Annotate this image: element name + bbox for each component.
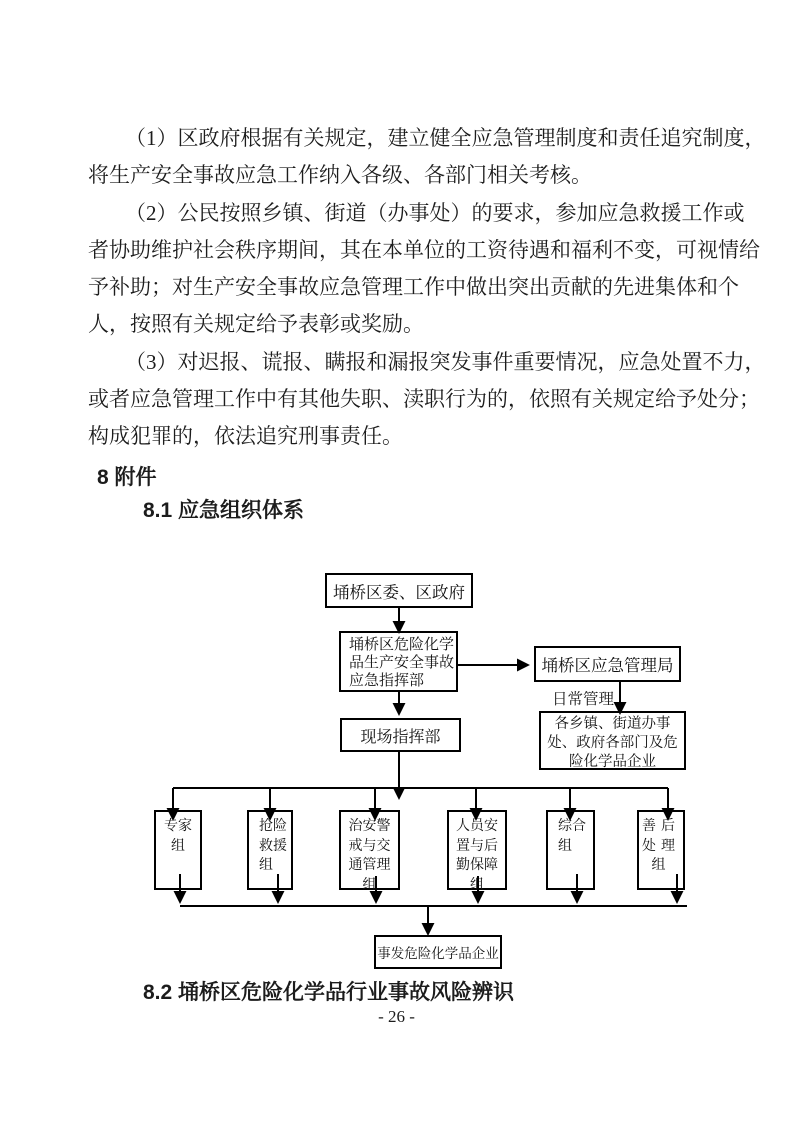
paragraph-line: （3）对迟报、谎报、瞒报和漏报突发事件重要情况，应急处置不力， bbox=[125, 349, 766, 374]
org-box-line: 埇桥区危险化学 bbox=[349, 637, 455, 653]
org-box-line: 抢险 bbox=[259, 819, 287, 834]
org-box-line: 治安警 bbox=[348, 819, 391, 834]
heading-8-1-emergency-org-system: 8.1 应急组织体系 bbox=[143, 499, 305, 522]
org-box-line: 善后 bbox=[642, 819, 680, 834]
heading-8-attachments: 8 附件 bbox=[97, 466, 157, 489]
paragraph-line: 或者应急管理工作中有其他失职、渎职行为的，依照有关规定给予处分； bbox=[88, 387, 760, 412]
org-box-townships-departments-enterprises bbox=[539, 711, 686, 770]
org-box-security-traffic-group bbox=[339, 810, 400, 894]
org-box-line: 组 bbox=[558, 838, 572, 854]
paragraph-line: 构成犯罪的，依法追究刑事责任。 bbox=[88, 424, 403, 449]
org-box-aftermath-group bbox=[637, 810, 685, 890]
org-box-line: 人员安 bbox=[456, 819, 498, 834]
paragraph-line: 人，按照有关规定给予表彰或奖励。 bbox=[88, 312, 424, 337]
page-number: - 26 - bbox=[378, 1007, 415, 1026]
body-text bbox=[88, 120, 778, 456]
org-box-comprehensive-group bbox=[546, 810, 595, 890]
org-box-line: 应急指挥部 bbox=[349, 673, 425, 689]
org-box-line: 品生产安全事故 bbox=[349, 655, 455, 671]
org-box-rescue-group bbox=[247, 810, 293, 890]
org-box-line: 组 bbox=[171, 838, 185, 854]
org-box-line: 组 bbox=[362, 878, 377, 894]
daily-management-label: 日常管理 bbox=[552, 691, 615, 708]
org-box-line: 组 bbox=[259, 858, 273, 874]
org-box-line: 救援 bbox=[259, 838, 287, 854]
org-box-line: 组 bbox=[651, 858, 671, 874]
org-box-line: 险化学品企业 bbox=[569, 754, 656, 770]
paragraph-line: 者协助维护社会秩序期间，其在本单位的工资待遇和福利不变，可视情给 bbox=[88, 237, 760, 262]
org-box-district-party-government: 埇桥区委、区政府 bbox=[325, 573, 473, 608]
org-box-emergency-headquarters bbox=[339, 631, 458, 692]
paragraph-line: 予补助；对生产安全事故应急管理工作中做出突出贡献的先进集体和个 bbox=[88, 275, 739, 300]
org-box-line: 各乡镇、街道办事 bbox=[554, 716, 671, 732]
org-box-line: 通管理 bbox=[348, 858, 391, 874]
paragraph-line: 将生产安全事故应急工作纳入各级、各部门相关考核。 bbox=[88, 163, 592, 188]
org-box-emergency-management-bureau: 埇桥区应急管理局 bbox=[534, 646, 681, 682]
org-box-line: 组 bbox=[470, 878, 484, 894]
paragraph-line: （2）公民按照乡镇、街道（办事处）的要求，参加应急救援工作或 bbox=[125, 200, 745, 225]
paragraph-line: （1）区政府根据有关规定，建立健全应急管理制度和责任追究制度， bbox=[125, 126, 766, 150]
org-box-resettlement-logistics-group bbox=[447, 810, 507, 894]
org-box-expert-group bbox=[154, 810, 202, 890]
org-box-line: 处、政府各部门及危 bbox=[547, 735, 678, 751]
org-box-line: 处理 bbox=[642, 838, 680, 854]
org-box-incident-enterprise: 事发危险化学品企业 bbox=[374, 935, 502, 969]
org-box-line: 综合 bbox=[558, 819, 586, 834]
org-box-line: 置与后 bbox=[456, 838, 498, 854]
org-box-line: 勤保障 bbox=[456, 858, 498, 874]
org-box-line: 戒与交 bbox=[348, 838, 391, 854]
org-box-field-command: 现场指挥部 bbox=[340, 718, 461, 752]
heading-8-2-risk-identification: 8.2 埇桥区危险化学品行业事故风险辨识 bbox=[143, 981, 515, 1004]
org-box-line: 专家 bbox=[164, 819, 192, 834]
